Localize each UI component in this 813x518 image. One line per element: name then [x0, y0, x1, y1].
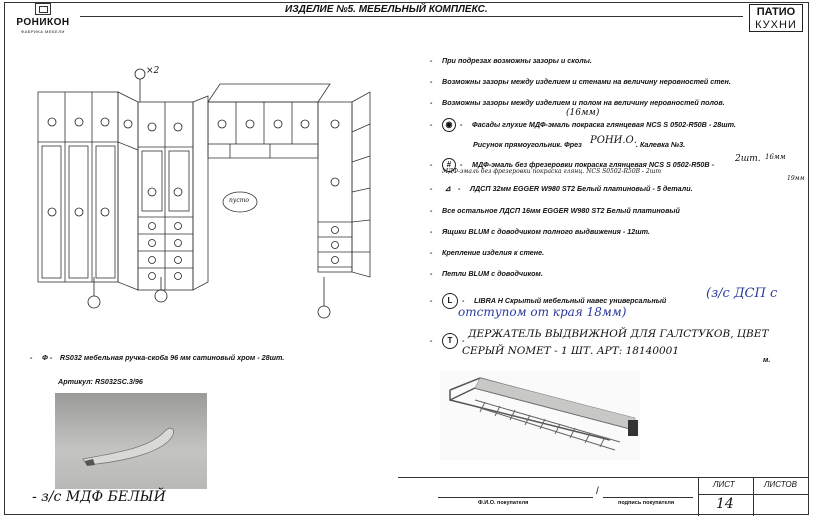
logo-subtitle: ФАБРИКА МЕБЕЛИ	[21, 29, 65, 34]
signature-label: подпись покупателя	[618, 500, 675, 506]
brand-top: ПАТИО	[756, 6, 796, 18]
footer-separator-2	[753, 478, 754, 516]
note-ldsp32: - ⊿ - ЛДСП 32мм EGGER W980 ST2 Белый платиновый - 5 детали.	[430, 183, 693, 193]
handwritten-libra-note-1: (з/с ДСП с	[706, 286, 778, 301]
handwritten-bottom-note: - з/с МДФ БЕЛЫЙ	[32, 489, 166, 505]
logo-name: РОНИКОН	[16, 17, 70, 28]
footer-separator	[698, 478, 699, 516]
fio-label: Ф.И.О. покупателя	[478, 500, 529, 506]
note-hinges: - Петли BLUM с доводчиком.	[430, 269, 543, 278]
handwritten-holder-1: ДЕРЖАТЕЛЬ ВЫДВИЖНОЙ ДЛЯ ГАЛСТУКОВ, ЦВЕТ	[468, 328, 769, 340]
company-logo	[8, 3, 78, 35]
footer	[398, 477, 809, 516]
handwritten-16mm-right: 16мм	[765, 153, 786, 161]
note-mdf: - # - МДФ-эмаль без фрезеровки покраска глянцевая NCS S 0502-R50B -	[430, 158, 714, 172]
handwritten-libra-note-2: отступом от края 18мм)	[458, 305, 627, 319]
handwritten-extra-line: МДФ-эмаль без фрезеровки покраска глянц. NCS S0502-R50B - 2шт	[442, 168, 662, 175]
empty-area-label: пусто	[229, 197, 250, 204]
ldsp-symbol-icon: ⊿	[444, 184, 452, 193]
libra-symbol-icon: L	[442, 293, 458, 309]
handle-photo	[55, 393, 207, 489]
note-2: - Возможны зазоры между изделием и стенами на величину неровностей стен.	[430, 77, 731, 86]
brand-bottom: КУХНИ	[755, 19, 797, 31]
handwritten-roniko: РОНИ.О.	[590, 135, 637, 146]
fio-line	[438, 497, 593, 498]
title-underline	[80, 16, 743, 17]
handle-note: - Φ - RS032 мебельная ручка-скоба 96 мм сатиновый хром - 28шт.	[30, 353, 285, 362]
holder-symbol-icon: T	[442, 333, 458, 349]
mdf-symbol-icon: #	[442, 158, 456, 172]
handle-article: Артикул: RS032SC.3/96	[58, 377, 143, 386]
handwritten-2sht: 2шт.	[735, 154, 761, 164]
handle-symbol-icon: Φ	[42, 353, 48, 362]
note-wall-mount: - Крепление изделия к стене.	[430, 248, 545, 257]
page-title: ИЗДЕЛИЕ №5. МЕБЕЛЬНЫЙ КОМПЛЕКС.	[285, 4, 488, 15]
note-drawers: - Ящики BLUM с доводчиком полного выдвижения - 12шт.	[430, 227, 650, 236]
listov-label: ЛИСТОВ	[764, 480, 797, 489]
note-1: - При подрезах возможны зазоры и сколы.	[430, 56, 592, 65]
facade-symbol-icon: ◉	[442, 118, 456, 132]
sheet-number: 14	[716, 496, 734, 512]
list-label: ЛИСТ	[713, 480, 735, 489]
brand-logo	[749, 4, 803, 32]
note-ldsp16: - Все остальное ЛДСП 16мм EGGER W980 ST2 Белый платиновый	[430, 206, 680, 215]
note-kalevka: . Калевка №3.	[636, 140, 686, 149]
handle-image-icon	[55, 393, 207, 489]
note-3: - Возможны зазоры между изделием и полом на величину неровностей полов.	[430, 98, 725, 107]
furniture-drawing	[30, 62, 400, 332]
handwritten-16mm-top: (16мм)	[566, 108, 600, 118]
handwritten-19mm: 19мм	[787, 175, 805, 182]
note-pattern: Рисунок прямоугольник. Фрез	[473, 140, 582, 149]
footer-slash: /	[596, 486, 599, 497]
note-holder: - T -	[430, 333, 474, 349]
note-libra: - L - LIBRA H Скрытый мебельный навес универсальный	[430, 293, 666, 309]
handwritten-holder-3: м.	[763, 355, 771, 364]
footer-header-line	[698, 494, 809, 495]
drawing-mark-label: ×2	[146, 66, 160, 76]
handwritten-holder-2: СЕРЫЙ NOMET - 1 ШТ. АРТ: 18140001	[462, 345, 680, 357]
signature-line	[603, 497, 693, 498]
logo-mark-icon	[35, 3, 51, 15]
note-facades: - ◉ - Фасады глухие МДФ-эмаль покраска глянцевая NCS S 0502-R50B - 28шт.	[430, 118, 736, 132]
tie-holder-image	[440, 370, 640, 460]
